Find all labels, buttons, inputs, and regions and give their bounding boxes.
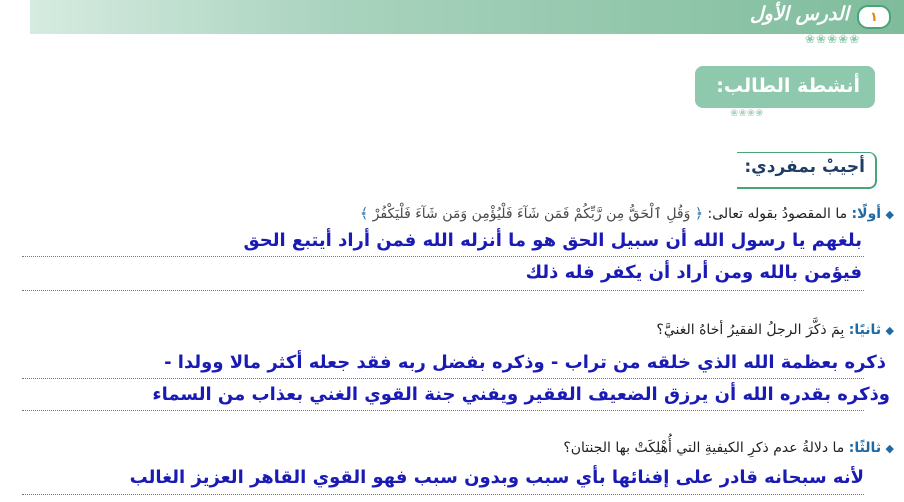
answer-line: وذكره بقدره الله أن يرزق الضعيف الفقير ويفني جنة القوي الغني بعذاب من السماء (152, 384, 890, 405)
dotted-line (22, 290, 864, 291)
dotted-line (22, 378, 864, 379)
answer-line: فيؤمن بالله ومن أراد أن يكفر فله ذلك (525, 262, 862, 283)
dotted-line (22, 256, 864, 257)
answer-heading: أجيبْ بمفردي: (744, 157, 865, 177)
ornament-icon: ❀❀❀❀❀ (805, 32, 861, 46)
answer-heading-box (737, 152, 877, 189)
lesson-number-badge (857, 5, 891, 29)
bullet-icon: ◆ (885, 208, 894, 221)
answer-line: لأنه سبحانه قادر على إفنائها بأي سبب وبدون سبب فهو القوي القاهر العزيز الغالب (129, 467, 864, 488)
bullet-icon: ◆ (885, 442, 894, 455)
section-title: أنشطة الطالب: (716, 75, 860, 97)
lesson-number: ١ (870, 9, 878, 25)
question-2 (656, 322, 894, 338)
quran-bracket-icon: ﴿ (694, 206, 704, 222)
dotted-line (22, 494, 864, 495)
question-text: ما دلالةُ عدم ذكرِ الكيفيةِ التي أُهْلِكَتْ بها الجنتان؟ (563, 440, 845, 456)
quran-verse: وَقُلِ ٱلْحَقُّ مِن رَّبِّكُمْ فَمَن شَآءَ فَلْيُؤْمِن وَمَن شَآءَ فَلْيَكْفُرْ (372, 206, 691, 222)
answer-line: ذكره بعظمة الله الذي خلقه من تراب - وذكره بفضل ربه فقد جعله أكثر مالا وولدا - (164, 352, 886, 373)
dotted-line (22, 410, 864, 411)
answer-line: بلغهم يا رسول الله أن سبيل الحق هو ما أنزله الله فمن أراد أيتبع الحق (243, 230, 862, 251)
question-label: أولًا: (851, 206, 882, 222)
lesson-title: الدرس الأول (749, 3, 849, 25)
question-text: ما المقصودُ بقوله تعالى: (707, 206, 848, 222)
question-1 (360, 206, 894, 222)
ornament-icon: ❀❀❀❀ (730, 108, 764, 119)
question-3 (563, 440, 894, 456)
question-label: ثانيًا: (848, 322, 882, 338)
quran-bracket-icon: ﴾ (360, 206, 369, 222)
bullet-icon: ◆ (885, 324, 894, 337)
question-text: بِمَ ذكَّرَ الرجلُ الفقيرُ أخاهُ الغنيَّ؟ (656, 322, 845, 338)
question-label: ثالثًا: (848, 440, 882, 456)
